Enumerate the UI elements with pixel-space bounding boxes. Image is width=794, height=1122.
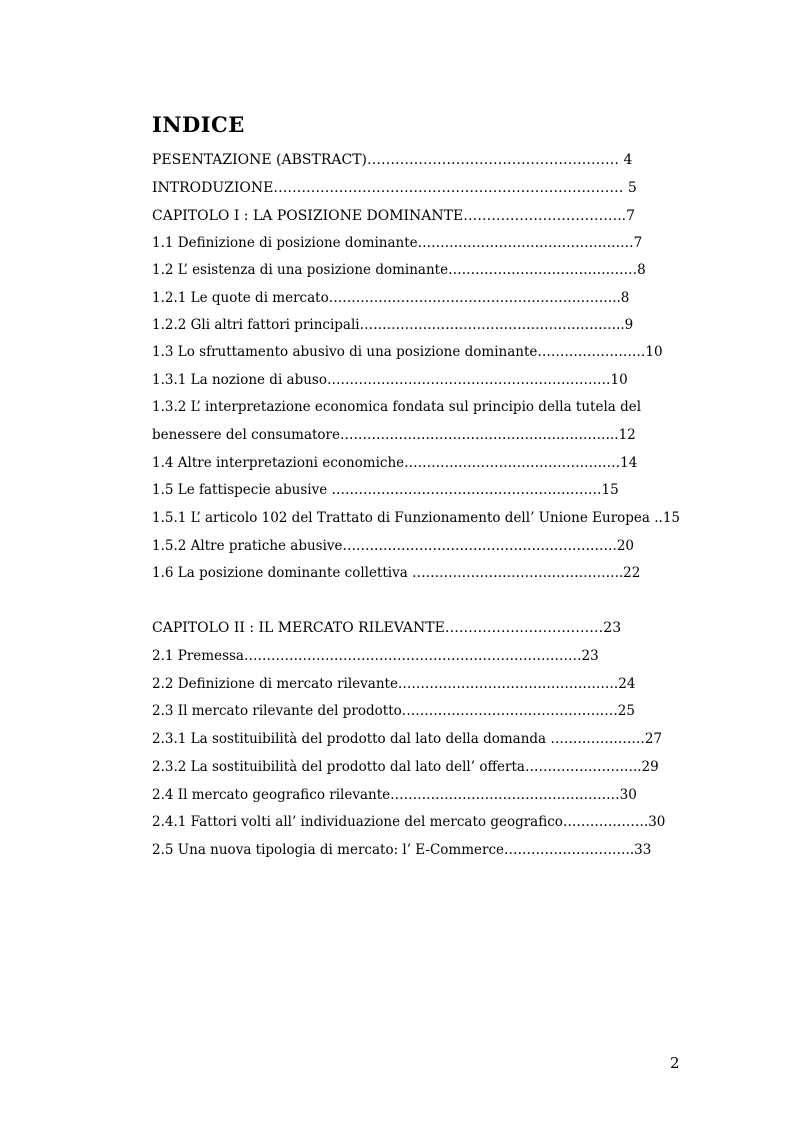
toc-entry-2-5: 2.5 Una nuova tipologia di mercato: l’ E-Commerce………………………..33 bbox=[152, 842, 652, 858]
toc-entry-1-3-2: 1.3.2 L’ interpretazione economica fondata sul principio della tutela del bbox=[152, 399, 642, 415]
toc-entry-1-5: 1.5 Le fattispecie abusive ……………………………………………………15 bbox=[152, 482, 619, 498]
toc-entry-2-3-2: 2.3.2 La sostituibilità del prodotto dal lato dell’ offerta……………………..29 bbox=[152, 759, 659, 775]
toc-entry-2-4: 2.4 Il mercato geografico rilevante……………………………………………30 bbox=[152, 787, 637, 803]
toc-entry-1-2: 1.2 L’ esistenza di una posizione dominante……………………………………8 bbox=[152, 262, 646, 278]
toc-entry-1-3-2-cont: benessere del consumatore……………………………………………………..12 bbox=[152, 427, 636, 443]
toc-entry-2-1: 2.1 Premessa…………………………………………………………………23 bbox=[152, 648, 599, 664]
toc-entry-2-4-1: 2.4.1 Fattori volti all’ individuazione del mercato geografico……………….30 bbox=[152, 814, 666, 830]
toc-entry-1-3-1: 1.3.1 La nozione di abuso………………………………………………………10 bbox=[152, 372, 628, 388]
page-number: 2 bbox=[670, 1054, 680, 1072]
toc-entry-1-4: 1.4 Altre interpretazioni economiche…………………………………………14 bbox=[152, 455, 638, 471]
toc-entry-1-5-1: 1.5.1 L’ articolo 102 del Trattato di Funzionamento dell’ Unione Europea ..15 bbox=[152, 510, 681, 526]
toc-entry-1-5-2: 1.5.2 Altre pratiche abusive…………………………………………………….20 bbox=[152, 538, 635, 554]
toc-entry-2-2: 2.2 Definizione di mercato rilevante………………………………………….24 bbox=[152, 676, 636, 692]
toc-entry-presentazione: PESENTAZIONE (ABSTRACT)……………………………………………… 4 bbox=[152, 152, 633, 168]
toc-entry-2-3-1: 2.3.1 La sostituibilità del prodotto dal lato della domanda …………………27 bbox=[152, 731, 663, 747]
toc-entry-1-6: 1.6 La posizione dominante collettiva ………………………………………..22 bbox=[152, 565, 641, 581]
toc-entry-1-3: 1.3 Lo sfruttamento abusivo di una posizione dominante……………………10 bbox=[152, 344, 663, 360]
toc-entry-1-2-1: 1.2.1 Le quote di mercato………………………………………………………..8 bbox=[152, 290, 630, 306]
toc-entry-1-2-2: 1.2.2 Gli altri fattori principali…………………………………………………..9 bbox=[152, 317, 634, 333]
toc-entry-introduzione: INTRODUZIONE………………………………………………………………… 5 bbox=[152, 180, 637, 196]
toc-entry-capitolo-2: CAPITOLO II : IL MERCATO RILEVANTE…………….………………23 bbox=[152, 620, 622, 636]
toc-entry-1-1: 1.1 Definizione di posizione dominante…………………………………………7 bbox=[152, 235, 643, 251]
toc-entry-2-3: 2.3 Il mercato rilevante del prodotto…………………………………………25 bbox=[152, 703, 635, 719]
toc-entry-capitolo-1: CAPITOLO I : LA POSIZIONE DOMINANTE……………………………..7 bbox=[152, 208, 636, 224]
toc-title: INDICE bbox=[152, 112, 245, 137]
